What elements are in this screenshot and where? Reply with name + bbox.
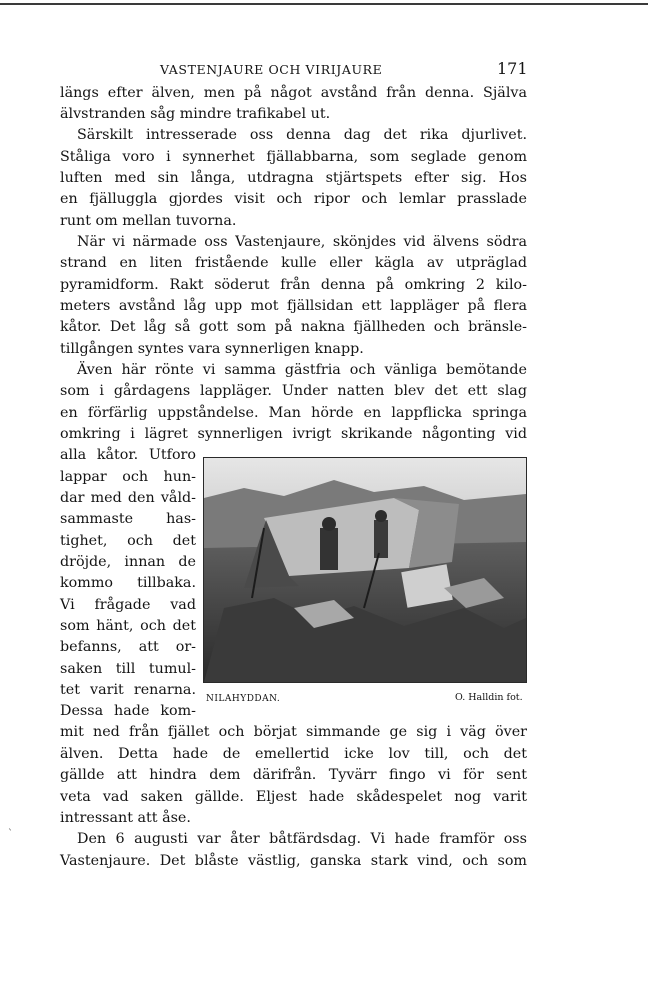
text-line: strand en liten fristående kulle eller kägla av utpräglad bbox=[60, 255, 527, 271]
text-line: alla kåtor. Utforo bbox=[60, 447, 196, 463]
text-line: befanns, att or- bbox=[60, 639, 196, 655]
text-line: omkring i lägret synnerligen ivrigt skrikande någonting vid bbox=[60, 426, 527, 442]
text-line: Särskilt intresserade oss denna dag det rika djurlivet. bbox=[77, 127, 527, 143]
text-line: kommo tillbaka. bbox=[60, 575, 196, 591]
text-line: kåtor. Det låg så gott som på nakna fjällheden och bränsle- bbox=[60, 319, 527, 335]
margin-mark: ` bbox=[8, 829, 13, 840]
text-line: tighet, och det bbox=[60, 533, 196, 549]
figure-caption: NILAHYDDAN. bbox=[206, 694, 281, 704]
text-line: Dessa hade kom- bbox=[60, 703, 196, 719]
text-line: runt om mellan tuvorna. bbox=[60, 213, 237, 229]
text-line: tillgången syntes vara synnerligen knapp. bbox=[60, 341, 364, 357]
text-line: saken till tumul- bbox=[60, 661, 196, 677]
text-line: meters avstånd låg upp mot fjällsidan ett lappläger på flera bbox=[60, 298, 527, 314]
top-rule bbox=[0, 3, 648, 5]
figure-photo bbox=[203, 457, 527, 683]
text-line: Ståliga voro i synnerhet fjällabbarna, som seglade genom bbox=[60, 149, 527, 165]
text-line: som i gårdagens lappläger. Under natten blev det ett slag bbox=[60, 383, 527, 399]
text-line: gällde att hindra dem därifrån. Tyvärr fingo vi för sent bbox=[60, 767, 527, 783]
text-line: Vastenjaure. Det blåste västlig, ganska stark vind, och som bbox=[60, 853, 527, 869]
text-line: När vi närmade oss Vastenjaure, skönjdes vid älvens södra bbox=[77, 234, 527, 250]
photo-nilahyddan bbox=[204, 458, 526, 682]
running-head: VASTENJAURE OCH VIRIJAURE bbox=[160, 62, 383, 77]
text-line: tet varit renarna. bbox=[60, 682, 196, 698]
text-line: intressant att åse. bbox=[60, 810, 191, 826]
text-line: en fjälluggla gjordes visit och ripor och lemlar prasslade bbox=[60, 191, 527, 207]
text-line: veta vad saken gällde. Eljest hade skådespelet nog varit bbox=[60, 789, 527, 805]
text-line: lappar och hun- bbox=[60, 469, 196, 485]
text-line: dröjde, innan de bbox=[60, 554, 196, 570]
figure-credit: O. Halldin fot. bbox=[455, 692, 523, 703]
page-number: 171 bbox=[497, 59, 528, 78]
text-line: luften med sin långa, utdragna stjärtspets efter sig. Hos bbox=[60, 170, 527, 186]
text-line: dar med den våld- bbox=[60, 490, 196, 506]
text-line: en förfärlig uppståndelse. Man hörde en lappflicka springa bbox=[60, 405, 527, 421]
text-line: längs efter älven, men på något avstånd från denna. Själva bbox=[60, 85, 527, 101]
text-line: älven. Detta hade de emellertid icke lov till, och det bbox=[60, 746, 527, 762]
text-line: älvstranden såg mindre trafikabel ut. bbox=[60, 106, 331, 122]
text-line: mit ned från fjället och börjat simmande ge sig i väg över bbox=[60, 724, 527, 740]
text-line: Vi frågade vad bbox=[60, 597, 196, 613]
text-line: Den 6 augusti var åter båtfärdsdag. Vi hade framför oss bbox=[77, 831, 527, 847]
text-line: Även här rönte vi samma gästfria och vänliga bemötande bbox=[77, 362, 527, 378]
text-line: som hänt, och det bbox=[60, 618, 196, 634]
text-line: sammaste has- bbox=[60, 511, 196, 527]
text-line: pyramidform. Rakt söderut från denna på omkring 2 kilo- bbox=[60, 277, 527, 293]
